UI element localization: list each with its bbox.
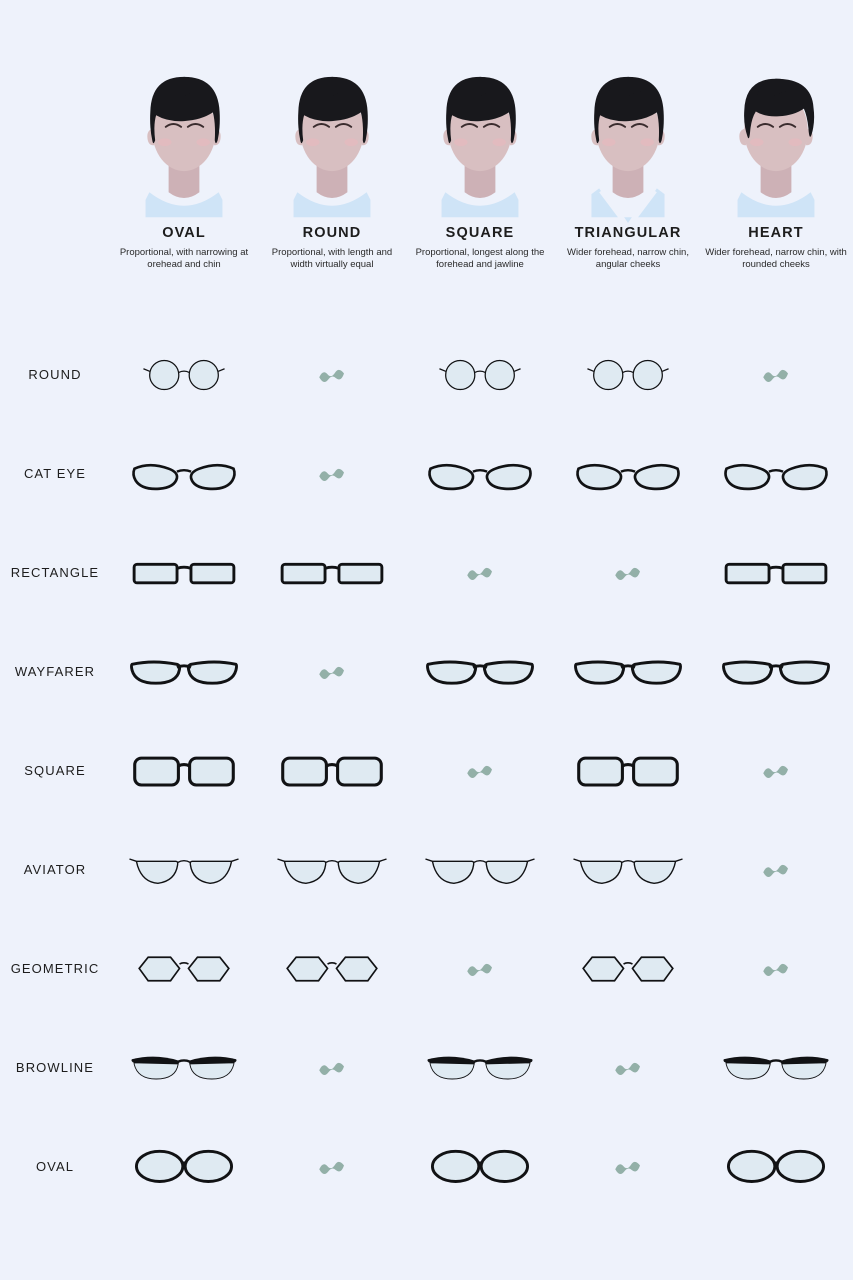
not-recommended-squiggle-icon bbox=[702, 721, 850, 820]
face-shape-header-row bbox=[110, 48, 853, 318]
glasses-browline-icon bbox=[110, 1018, 258, 1117]
glasses-rectangle-icon bbox=[110, 523, 258, 622]
glasses-aviator-icon bbox=[258, 820, 406, 919]
not-recommended-squiggle-icon bbox=[702, 325, 850, 424]
glasses-round-icon bbox=[406, 325, 554, 424]
frame-shape-label: WAYFARER bbox=[14, 664, 96, 679]
face-illustration-icon bbox=[420, 48, 540, 223]
face-illustration-icon bbox=[124, 48, 244, 223]
glasses-square-icon bbox=[110, 721, 258, 820]
frame-shape-rows bbox=[0, 325, 853, 1216]
glasses-geometric-icon bbox=[258, 919, 406, 1018]
frame-shape-label: ROUND bbox=[28, 367, 82, 382]
not-recommended-squiggle-icon bbox=[554, 1018, 702, 1117]
table-row bbox=[0, 820, 853, 919]
glasses-geometric-icon bbox=[110, 919, 258, 1018]
glasses-wayfarer-icon bbox=[406, 622, 554, 721]
frame-shape-label: OVAL bbox=[35, 1159, 75, 1174]
table-row bbox=[0, 1018, 853, 1117]
table-row bbox=[0, 523, 853, 622]
not-recommended-squiggle-icon bbox=[406, 721, 554, 820]
frame-shape-label: AVIATOR bbox=[23, 862, 87, 877]
not-recommended-squiggle-icon bbox=[258, 325, 406, 424]
glasses-geometric-icon bbox=[554, 919, 702, 1018]
glasses-square-icon bbox=[258, 721, 406, 820]
not-recommended-squiggle-icon bbox=[258, 1018, 406, 1117]
glasses-cateye-icon bbox=[554, 424, 702, 523]
glasses-cateye-icon bbox=[406, 424, 554, 523]
glasses-browline-icon bbox=[702, 1018, 850, 1117]
glasses-square-icon bbox=[554, 721, 702, 820]
not-recommended-squiggle-icon bbox=[406, 919, 554, 1018]
table-row bbox=[0, 721, 853, 820]
face-shape-description: Wider forehead, narrow chin, with rounded cheeks bbox=[705, 247, 847, 271]
face-shape-name: ROUND bbox=[302, 225, 362, 241]
glasses-round-icon bbox=[554, 325, 702, 424]
not-recommended-squiggle-icon bbox=[258, 1117, 406, 1216]
glasses-cateye-icon bbox=[110, 424, 258, 523]
face-shape-column-heart bbox=[702, 48, 850, 318]
face-shape-column-round bbox=[258, 48, 406, 318]
table-row bbox=[0, 1117, 853, 1216]
face-shape-description: Proportional, with length and width virtually equal bbox=[271, 247, 393, 271]
not-recommended-squiggle-icon bbox=[702, 919, 850, 1018]
table-row bbox=[0, 424, 853, 523]
glasses-oval-icon bbox=[702, 1117, 850, 1216]
face-shape-name: SQUARE bbox=[445, 225, 515, 241]
glasses-wayfarer-icon bbox=[110, 622, 258, 721]
not-recommended-squiggle-icon bbox=[406, 523, 554, 622]
glasses-aviator-icon bbox=[554, 820, 702, 919]
glasses-wayfarer-icon bbox=[702, 622, 850, 721]
table-row bbox=[0, 622, 853, 721]
glasses-wayfarer-icon bbox=[554, 622, 702, 721]
glasses-rectangle-icon bbox=[702, 523, 850, 622]
face-shape-name: HEART bbox=[748, 225, 804, 241]
face-illustration-icon bbox=[568, 48, 688, 223]
not-recommended-squiggle-icon bbox=[554, 1117, 702, 1216]
not-recommended-squiggle-icon bbox=[258, 424, 406, 523]
glasses-rectangle-icon bbox=[258, 523, 406, 622]
frame-shape-label: RECTANGLE bbox=[10, 565, 100, 580]
glasses-aviator-icon bbox=[110, 820, 258, 919]
face-shape-column-triangular bbox=[554, 48, 702, 318]
table-row bbox=[0, 919, 853, 1018]
table-row bbox=[0, 325, 853, 424]
face-shape-name: TRIANGULAR bbox=[574, 225, 682, 241]
glasses-cateye-icon bbox=[702, 424, 850, 523]
glasses-oval-icon bbox=[406, 1117, 554, 1216]
glasses-round-icon bbox=[110, 325, 258, 424]
frame-shape-label: GEOMETRIC bbox=[10, 961, 100, 976]
not-recommended-squiggle-icon bbox=[554, 523, 702, 622]
face-shape-description: Wider forehead, narrow chin, angular cheeks bbox=[567, 247, 689, 271]
face-shape-column-square bbox=[406, 48, 554, 318]
frame-shape-label: CAT EYE bbox=[23, 466, 87, 481]
glasses-browline-icon bbox=[406, 1018, 554, 1117]
frame-shape-label: SQUARE bbox=[24, 763, 86, 778]
glasses-oval-icon bbox=[110, 1117, 258, 1216]
not-recommended-squiggle-icon bbox=[258, 622, 406, 721]
frame-shape-label: BROWLINE bbox=[15, 1060, 95, 1075]
face-shape-description: Proportional, with narrowing at orehead and chin bbox=[119, 247, 249, 271]
glasses-aviator-icon bbox=[406, 820, 554, 919]
face-shape-name: OVAL bbox=[162, 225, 206, 241]
face-illustration-icon bbox=[272, 48, 392, 223]
not-recommended-squiggle-icon bbox=[702, 820, 850, 919]
face-shape-description: Proportional, longest along the forehead and jawline bbox=[415, 247, 545, 271]
face-illustration-icon bbox=[716, 48, 836, 223]
face-shape-column-oval bbox=[110, 48, 258, 318]
